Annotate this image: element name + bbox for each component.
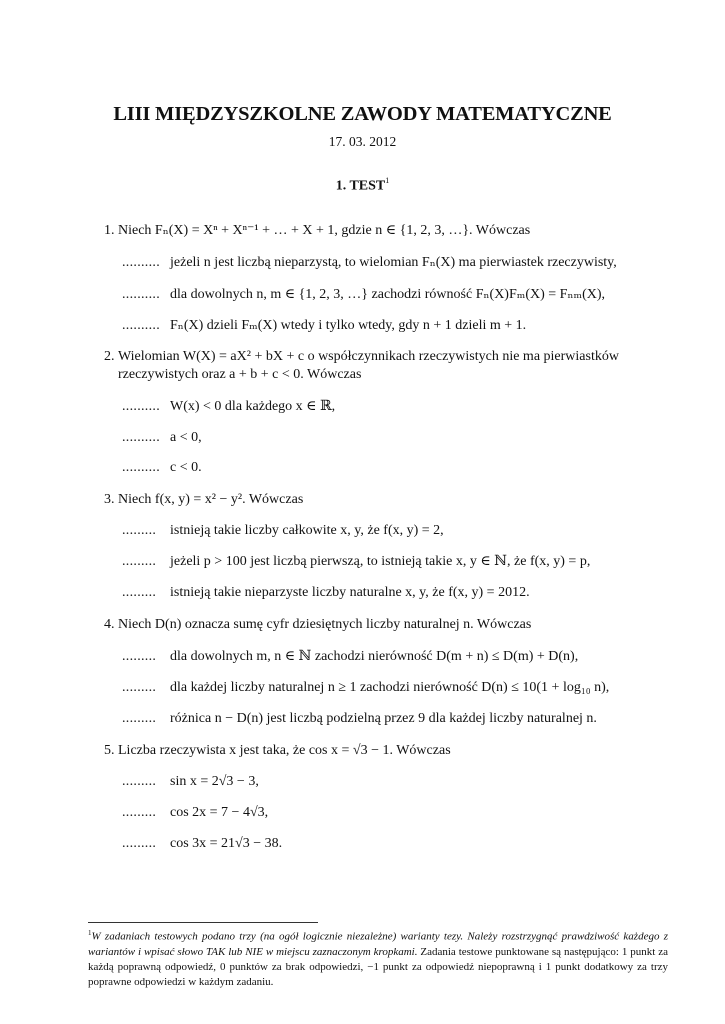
test-heading	[0, 177, 725, 195]
item-text: istnieją takie nieparzyste liczby naturalne x, y, że f(x, y) = 2012.	[170, 585, 530, 600]
problem-text: Liczba rzeczywista x jest taka, że cos x = √3 − 1. Wówczas	[118, 743, 451, 758]
footnote	[88, 926, 668, 990]
problem-4	[104, 616, 669, 634]
document-date: 17. 03. 2012	[328, 134, 397, 149]
item-text: W(x) < 0 dla każdego x ∈ ℝ,	[170, 399, 336, 414]
item-text: jeżeli p > 100 jest liczbą pierwszą, to istnieją takie x, y ∈ ℕ, że f(x, y) = p,	[170, 554, 591, 569]
answer-blank[interactable]: .........	[122, 649, 157, 664]
answer-blank[interactable]: ..........	[122, 318, 160, 333]
item-text: różnica n − D(n) jest liczbą podzielną przez 9 dla każdej liczby naturalnej n.	[170, 711, 597, 726]
problem-number: 5.	[104, 743, 115, 758]
answer-blank[interactable]: .........	[122, 680, 157, 695]
test-footnote-mark: 1	[385, 176, 390, 185]
answer-blank[interactable]: ..........	[122, 399, 160, 414]
item-text: Fₙ(X) dzieli Fₘ(X) wtedy i tylko wtedy, gdy n + 1 dzieli m + 1.	[170, 318, 527, 333]
answer-blank[interactable]: ..........	[122, 287, 160, 302]
answer-blank[interactable]: .........	[122, 523, 157, 538]
document-title: LIII MIĘDZYSZKOLNE ZAWODY MATEMATYCZNE	[113, 103, 612, 125]
footnote-mark: 1	[88, 929, 92, 937]
answer-blank[interactable]: ..........	[122, 255, 160, 270]
answer-blank[interactable]: .........	[122, 805, 157, 820]
item-text: a < 0,	[170, 430, 202, 445]
problem-text: Wielomian W(X) = aX² + bX + c o współczynnikach rzeczywistych nie ma pierwiastków rzeczywistych oraz a + b + c < 0. Wówczas	[118, 349, 619, 382]
item-text: istnieją takie liczby całkowite x, y, że f(x, y) = 2,	[170, 523, 444, 538]
footnote-divider	[88, 922, 318, 923]
problem-text: Niech D(n) oznacza sumę cyfr dziesiętnych liczby naturalnej n. Wówczas	[118, 617, 532, 632]
problem-number: 4.	[104, 617, 115, 632]
answer-blank[interactable]: .........	[122, 774, 157, 789]
item-text: dla każdej liczby naturalnej n ≥ 1 zachodzi nierówność D(n) ≤ 10(1 + log₁₀ n),	[170, 680, 610, 695]
item-text: dla dowolnych m, n ∈ ℕ zachodzi nierówność D(m + n) ≤ D(m) + D(n),	[170, 649, 579, 664]
item-text: sin x = 2√3 − 3,	[170, 774, 259, 789]
answer-blank[interactable]: .........	[122, 711, 157, 726]
test-label: 1. TEST	[335, 178, 386, 194]
footnote-scoring: Zadania testowe punktowane są następująco: 1 punkt za każdą poprawną odpowiedź, 0 punktów za brak odpowiedzi, −1 punkt za odpowiedź niepoprawną i 1 punkt dodatkowy za trzy poprawne odpowiedzi w każdym zadaniu.	[88, 945, 668, 988]
problem-text: Niech f(x, y) = x² − y². Wówczas	[118, 492, 304, 507]
answer-blank[interactable]: ..........	[122, 460, 160, 475]
problem-number: 2.	[104, 349, 115, 364]
item-text: cos 3x = 21√3 − 38.	[170, 836, 283, 851]
problem-number: 3.	[104, 492, 115, 507]
answer-blank[interactable]: .........	[122, 836, 157, 851]
answer-blank[interactable]: ..........	[122, 430, 160, 445]
item-text: c < 0.	[170, 460, 202, 475]
problem-number: 1.	[104, 223, 115, 238]
answer-blank[interactable]: .........	[122, 554, 157, 569]
item-text: cos 2x = 7 − 4√3,	[170, 805, 269, 820]
footnote-instructions: W zadaniach testowych podano trzy (na ogół logicznie niezależne) warianty tezy. Należy rozstrzygnąć prawdziwość każdego z wariantów i wpisać słowo TAK lub NIE w miejscu zaznaczonym kropkami.	[88, 930, 668, 958]
problem-text: Niech Fₙ(X) = Xⁿ + Xⁿ⁻¹ + … + X + 1, gdzie n ∈ {1, 2, 3, …}. Wówczas	[118, 223, 531, 238]
problem-5	[104, 742, 669, 760]
item-text: jeżeli n jest liczbą nieparzystą, to wielomian Fₙ(X) ma pierwiastek rzeczywisty,	[170, 255, 617, 270]
item-text: dla dowolnych n, m ∈ {1, 2, 3, …} zachodzi równość Fₙ(X)Fₘ(X) = Fₙₘ(X),	[170, 287, 606, 302]
problem-3	[104, 491, 669, 509]
problem-1	[104, 222, 669, 240]
problem-2	[104, 348, 669, 384]
answer-blank[interactable]: .........	[122, 585, 157, 600]
